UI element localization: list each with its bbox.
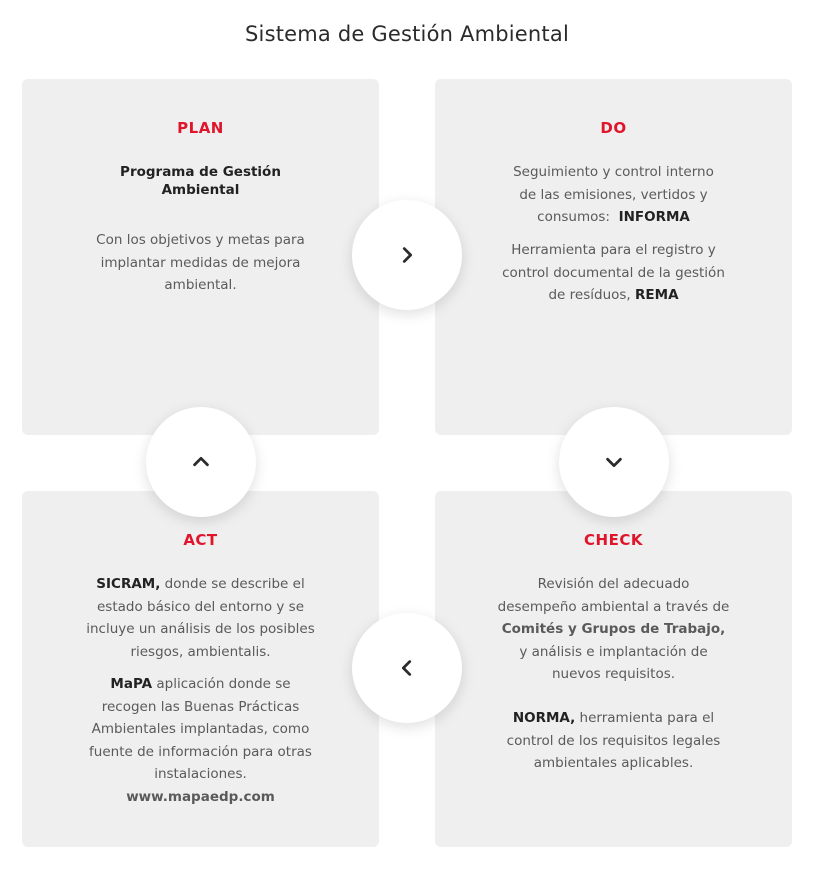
mapa-url-link[interactable]: www.mapaedp.com: [126, 788, 275, 805]
plan-card: [22, 79, 379, 435]
do-p2-line3: [435, 284, 792, 307]
do-p1-line3-text: consumos:: [537, 209, 610, 225]
plan-desc-line1: Con los objetivos y metas para: [96, 232, 305, 248]
do-p2-line1: Herramienta para el registro y: [511, 242, 716, 258]
act-card: [22, 491, 379, 847]
do-card: [435, 79, 792, 435]
check-p2-line3: ambientales aplicables.: [533, 755, 694, 771]
do-paragraph-2: [435, 239, 792, 307]
check-card: [435, 491, 792, 847]
chevron-down-icon: [603, 451, 625, 473]
act-p1-line1: [22, 573, 379, 596]
check-p2-line1-text: herramienta para el: [579, 710, 715, 726]
act-paragraph-2: [22, 673, 379, 808]
page-title: Sistema de Gestión Ambiental: [245, 22, 569, 46]
step-up-button[interactable]: [146, 407, 256, 517]
chevron-up-icon: [190, 451, 212, 473]
mapa-label: MaPA: [110, 676, 153, 692]
do-p2-line3-text: de resíduos,: [548, 287, 631, 303]
act-paragraph-1: [22, 573, 379, 663]
sicram-label: SICRAM,: [96, 576, 161, 592]
chevron-right-icon: [396, 244, 418, 266]
plan-subtitle-line1: Programa de Gestión: [120, 164, 281, 180]
do-paragraph-1: [435, 161, 792, 229]
check-p1-line4: y análisis e implantación de: [519, 643, 708, 660]
do-title: DO: [600, 119, 627, 137]
check-p2-line2: control de los requisitos legales: [506, 732, 721, 749]
act-p1-line1-text: donde se describe el: [164, 576, 305, 592]
norma-label: NORMA,: [512, 710, 576, 726]
act-p1-line4: riesgos, ambientalis.: [130, 643, 271, 660]
do-p1-line2: de las emisiones, vertidos y: [519, 186, 708, 203]
plan-desc-line2: implantar medidas de mejora: [100, 254, 301, 271]
check-p1-line2: desempeño ambiental a través de: [497, 598, 730, 615]
check-p1-line3: Comités y Grupos de Trabajo,: [501, 621, 726, 637]
check-paragraph-2: [435, 707, 792, 775]
check-paragraph-1: [435, 573, 792, 686]
act-p2-line5: instalaciones.: [154, 766, 247, 782]
act-p1-line3: incluye un análisis de los posibles: [86, 621, 315, 637]
check-title: CHECK: [584, 531, 643, 549]
chevron-left-icon: [396, 657, 418, 679]
plan-title: PLAN: [177, 119, 224, 137]
do-p1-line1: Seguimiento y control interno: [513, 164, 714, 180]
act-p2-line2: recogen las Buenas Prácticas: [101, 698, 300, 715]
plan-desc-line3: ambiental.: [164, 277, 237, 293]
plan-subtitle-line2: Ambiental: [161, 182, 240, 198]
check-p1-line5: nuevos requisitos.: [551, 666, 676, 682]
previous-step-button[interactable]: [352, 613, 462, 723]
do-p1-line3: [435, 206, 792, 229]
check-p2-line1: [435, 707, 792, 730]
step-down-button[interactable]: [559, 407, 669, 517]
act-title: ACT: [183, 531, 218, 549]
rema-label: REMA: [635, 287, 679, 303]
act-p2-line3: Ambientales implantadas, como: [91, 721, 310, 737]
next-step-button[interactable]: [352, 200, 462, 310]
act-p2-line1: [22, 673, 379, 696]
plan-description: [22, 229, 379, 297]
act-p1-line2: estado básico del entorno y se: [97, 598, 304, 615]
do-p2-line2: control documental de la gestión: [502, 264, 725, 281]
act-p2-line1-text: aplicación donde se: [156, 676, 291, 692]
check-p1-line1: Revisión del adecuado: [537, 576, 690, 592]
plan-subtitle: [22, 163, 379, 199]
informa-label: INFORMA: [618, 209, 690, 225]
act-p2-line4: fuente de información para otras: [89, 743, 312, 760]
